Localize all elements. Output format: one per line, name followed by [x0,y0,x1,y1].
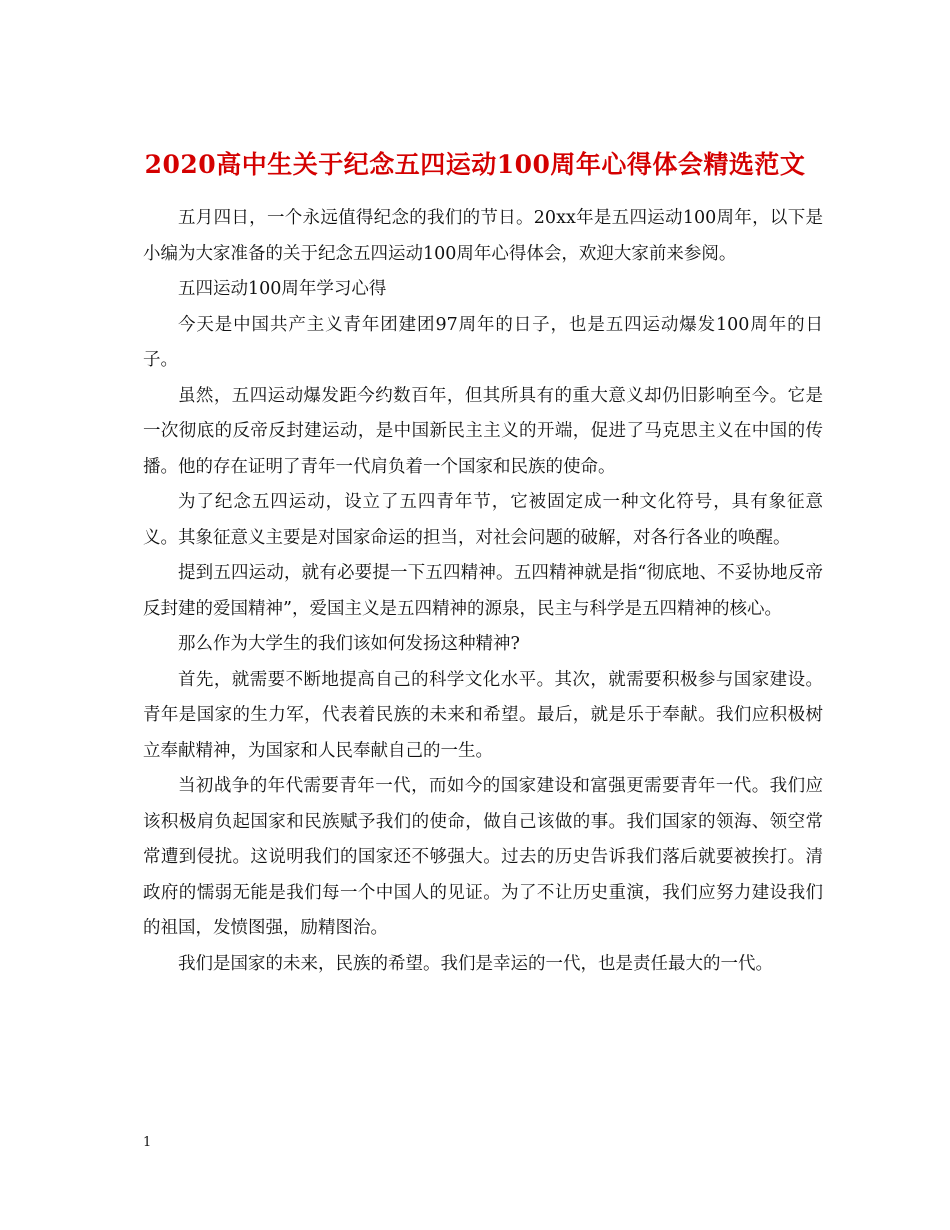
document-body [143,201,823,982]
page-number: 1 [143,1135,152,1150]
paragraph-question: 那么作为大学生的我们该如何发扬这种精神? [178,634,520,654]
paragraph: 提到五四运动，就有必要提一下五四精神。五四精神就是指“彻底地、不妥协地反帝反封建的爱国精神”，爱国主义是五四精神的源泉，民主与科学是五四精神的核心。 [143,563,823,619]
paragraph: 虽然，五四运动爆发距今约数百年，但其所具有的重大意义却仍旧影响至今。它是一次彻底的反帝反封建运动，是中国新民主主义的开端，促进了马克思主义在中国的传播。他的存在证明了青年一代肩负着一个国家和民族的使命。 [143,385,823,477]
paragraph: 为了纪念五四运动，设立了五四青年节，它被固定成一种文化符号，具有象征意义。其象征意义主要是对国家命运的担当，对社会问题的破解，对各行各业的唤醒。 [143,492,823,548]
paragraph: 首先，就需要不断地提高自己的科学文化水平。其次，就需要积极参与国家建设。青年是国家的生力军，代表着民族的未来和希望。最后，就是乐于奉献。我们应积极树立奉献精神，为国家和人民奉献自己的一生。 [143,669,823,761]
section-heading: 五四运动100周年学习心得 [178,279,387,299]
paragraph-intro: 五月四日，一个永远值得纪念的我们的节日。20xx年是五四运动100周年，以下是小编为大家准备的关于纪念五四运动100周年心得体会，欢迎大家前来参阅。 [143,208,823,264]
paragraph: 当初战争的年代需要青年一代，而如今的国家建设和富强更需要青年一代。我们应该积极肩负起国家和民族赋予我们的使命，做自己该做的事。我们国家的领海、领空常常遭到侵扰。这说明我们的国家还不够强大。过去的历史告诉我们落后就要被挨打。清政府的懦弱无能是我们每一个中国人的见证。为了不让历史重演，我们应努力建设我们的祖国，发愤图强，励精图治。 [143,776,823,938]
paragraph: 我们是国家的未来，民族的希望。我们是幸运的一代，也是责任最大的一代。 [178,953,773,974]
document-title: 2020高中生关于纪念五四运动100周年心得体会精选范文 [144,149,806,179]
paragraph: 今天是中国共产主义青年团建团97周年的日子，也是五四运动爆发100周年的日子。 [143,314,823,370]
